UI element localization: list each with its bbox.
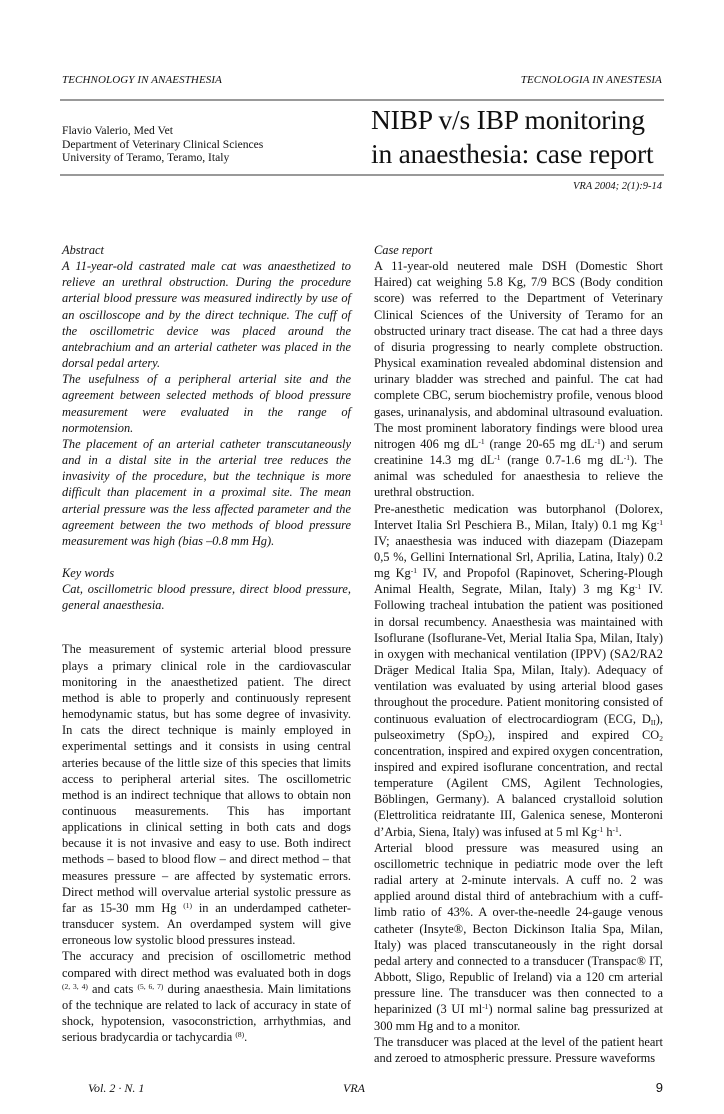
text-run: A 11-year-old neutered male DSH (Domestic Short Haired) cat weighing 5.8 Kg, 7/9 BCS (Body condition score) was referred to the Department of Veterinary Clinical Sciences of the University of Teramo for an obstructed urinary tract disease. The cat had a three days of disuria progressing to nearly complete obstruction. Physical examination revealed abdominal distension and urinary bladder was streched and painful. The cat had complete CBC, serum biochemistry profile, venous blood gases, urinanalysis, and abdominal ultrasound evaluation. The most prominent laboratory findings were blood urea nitrogen 406 mg dL [374, 259, 663, 451]
abstract-body [62, 258, 351, 549]
running-header-right: TECNOLOGIA IN ANESTESIA [520, 74, 662, 86]
article-body [62, 242, 663, 1114]
text-run: The usefulness of a peripheral arterial site and the agreement between selected methods of blood pressure measurement were evaluated in the range of normotension. [62, 372, 351, 435]
paragraph [62, 436, 351, 549]
text-run: . [618, 824, 622, 839]
citation: VRA 2004; 2(1):9-14 [572, 181, 662, 192]
text-run: -1 [494, 453, 501, 463]
page-number: 9 [655, 1079, 663, 1095]
title-rule [60, 174, 664, 176]
paragraph [62, 258, 351, 371]
text-run: (5, 6, 7) [137, 981, 164, 991]
text-run: and cats [87, 981, 138, 996]
text-run: -1 [596, 824, 604, 834]
header-rule [60, 99, 664, 101]
text-run: (range 20-65 mg dL [484, 436, 595, 451]
text-run: A 11-year-old castrated male cat was anaesthetized to relieve an urethral obstruction. During the procedure arterial blood pressure was measured indirectly by use of an oscilloscope and by the direct technique. The cuff of the oscillometric device was placed around the antebrachium and an arterial catheter was placed in the dorsal pedal artery. [62, 259, 351, 371]
text-run: -1 [482, 1002, 489, 1012]
paragraph [374, 1034, 663, 1066]
text-run: -1 [594, 436, 601, 446]
text-run: . [244, 1030, 248, 1045]
text-run: ) normal saline bag pressurized at 300 mm Hg and to a monitor. [374, 1002, 664, 1033]
text-run: concentration, inspired and expired oxygen concentration, inspired and expired isoflurane concentration, and rectal temperature (Agilent CMS, Agilent Technologies, Böblingen, Germany). A balanced crystalloid solution (Elettrolitica reidratante III, Galenica senese, Monteroni d’Arbia, Siena, Italy) was infused at 5 ml Kg [374, 743, 663, 839]
author-block [62, 124, 263, 165]
keywords-heading: Key words [62, 565, 115, 580]
text-run: h [603, 824, 613, 839]
paragraph [374, 840, 663, 1034]
text-run: (1) [183, 900, 193, 910]
case-report-body [374, 258, 663, 1066]
text-run: The accuracy and precision of oscillometric method compared with direct method was evaluated both in dogs [62, 949, 351, 980]
text-run: ). The animal was scheduled for anaesthesia to relieve the urethral obstruction. [374, 453, 663, 500]
running-header-left: TECHNOLOGY IN ANAESTHESIA [62, 74, 222, 86]
paragraph [374, 501, 663, 840]
text-run: in an underdamped catheter-transducer system. An overdamped system will give erroneous low systolic blood pressures instead. [62, 900, 352, 948]
text-run: -1 [410, 566, 417, 576]
text-run: 2 [484, 733, 488, 743]
text-run: Arterial blood pressure was measured using an oscillometric technique in pediatric mode over the left radial artery at 2-minute intervals. A cuff no. 2 was applied around distal third of antebrachium with a cuff-limb ratio of 43%. A over-the-needle 24-gauge venous catheter (Insyte®, Becton Dickinson Italia Spa, Milan, Italy) was placed transcutaneously in the right dorsal pedal artery and connected to a transducer (Transpac® IT, Abbott, Sligo, Republic of Ireland) via a 120 cm arterial pressure line. The transducer was then connected to a heparinized (3 UI ml [374, 840, 663, 1017]
text-run: IV, and Propofol (Rapinovet, Schering-Plough Animal Health, Segrate, Milan, Italy) 3 mg Kg [374, 566, 663, 597]
text-run: during anaesthesia. Main limitations of the technique are related to lack of accuracy in state of shock, hypotension, vasoconstriction, arrhythmias, and serious bradycardia or tachycardia [62, 981, 351, 1045]
text-run: ), inspired and expired CO [487, 727, 660, 742]
keywords-text: Cat, oscillometric blood pressure, direct blood pressure, general anaesthesia. [62, 582, 351, 613]
introduction-body [62, 641, 351, 1045]
text-run: -1 [634, 582, 642, 592]
author-university: University of Teramo, Teramo, Italy [62, 151, 230, 165]
paragraph [62, 948, 351, 1045]
text-run: IV; anaesthesia was induced with diazepam (Diazepam 0,5 %, Gellini International Srl, Aprilia, Latina, Italy) 0.2 mg Kg [374, 533, 663, 581]
author-department: Department of Veterinary Clinical Sciences [62, 137, 264, 151]
text-run: (8) [235, 1030, 245, 1040]
text-run: (range 0.7-1.6 mg dL [500, 453, 624, 468]
text-run: Pre-anesthetic medication was butorphanol (Dolorex, Intervet Italia Srl Peschiera B., Milan, Italy) 0.1 mg Kg [374, 501, 663, 532]
text-run: ) and serum creatinine 14.3 mg dL [374, 436, 663, 468]
text-run: The placement of an arterial catheter transcutaneously and in a distal site in the arterial tree reduces the invasivity of the procedure, but the technique is more difficult than placement in a proximal site. The mean arterial pressure was the less affected parameter and the agreement between the two methods of blood pressure measurement was high (bias –0.8 mm Hg). [62, 436, 351, 548]
text-run: II [650, 717, 656, 727]
abstract-heading: Abstract [62, 243, 104, 257]
text-run: -1 [612, 824, 619, 834]
left-column [62, 242, 351, 1045]
page-footer [62, 1080, 663, 1098]
footer-journal: VRA [343, 1080, 365, 1095]
author-name: Flavio Valerio, Med Vet [62, 124, 173, 137]
text-run: 2 [659, 733, 663, 743]
text-run: -1 [656, 517, 663, 527]
text-run: -1 [478, 436, 485, 446]
text-run: The transducer was placed at the level of the patient heart and zeroed to atmospheric pressure. Pressure waveforms [374, 1034, 663, 1065]
text-run: The measurement of systemic arterial blood pressure plays a primary clinical role in the cardiovascular monitoring in the anaesthetized patient. The direct method is able to properly and continuously represent hemodynamic status, but has some degree of invasivity. In cats the direct technique is mainly employed in experimental settings and it consists in using central arteries because of the little size of this species that limits access to peripheral arterial sites. The oscillometric method is an indirect technique that allows to obtain non continuous measurements. This has important applications in clinical setting in both cats and dogs because it is not invasive and easy to use. Both indirect methods – based to blood flow – and direct method – that measures pressure – are affected by systematic errors. Direct method will overvalue arterial systolic pressure as far as 15-30 mm Hg [62, 642, 351, 915]
footer-volume: Vol. 2 · N. 1 [88, 1080, 145, 1095]
paragraph [374, 258, 663, 500]
article-title [371, 103, 653, 171]
right-column [374, 242, 663, 1066]
paragraph [62, 371, 351, 436]
case-report-heading: Case report [374, 243, 433, 257]
title-line-1: NIBP v/s IBP monitoring [371, 104, 645, 135]
text-run: (2, 3, 4) [62, 981, 88, 991]
paragraph [62, 641, 351, 948]
text-run: -1 [623, 453, 630, 463]
text-run: ), pulseoximetry (SpO [374, 711, 663, 742]
title-line-2: in anaesthesia: case report [371, 138, 654, 169]
text-run: IV. Following tracheal intubation the patient was positioned in dorsal recumbency. Anaesthesia was maintained with Isoflurane (Isoflurane-Vet, Merial Italia Spa, Milan, Italy) in oxygen with mechanical ventilation (IPPV) (SA2/RA2 Dräger Medical Italia Spa, Milan, Italy). Adequacy of ventilation was evaluated by using arterial blood gases throughout the procedure. Patient monitoring consisted of continuous evaluation of electrocardiogram (ECG, D [374, 582, 664, 726]
